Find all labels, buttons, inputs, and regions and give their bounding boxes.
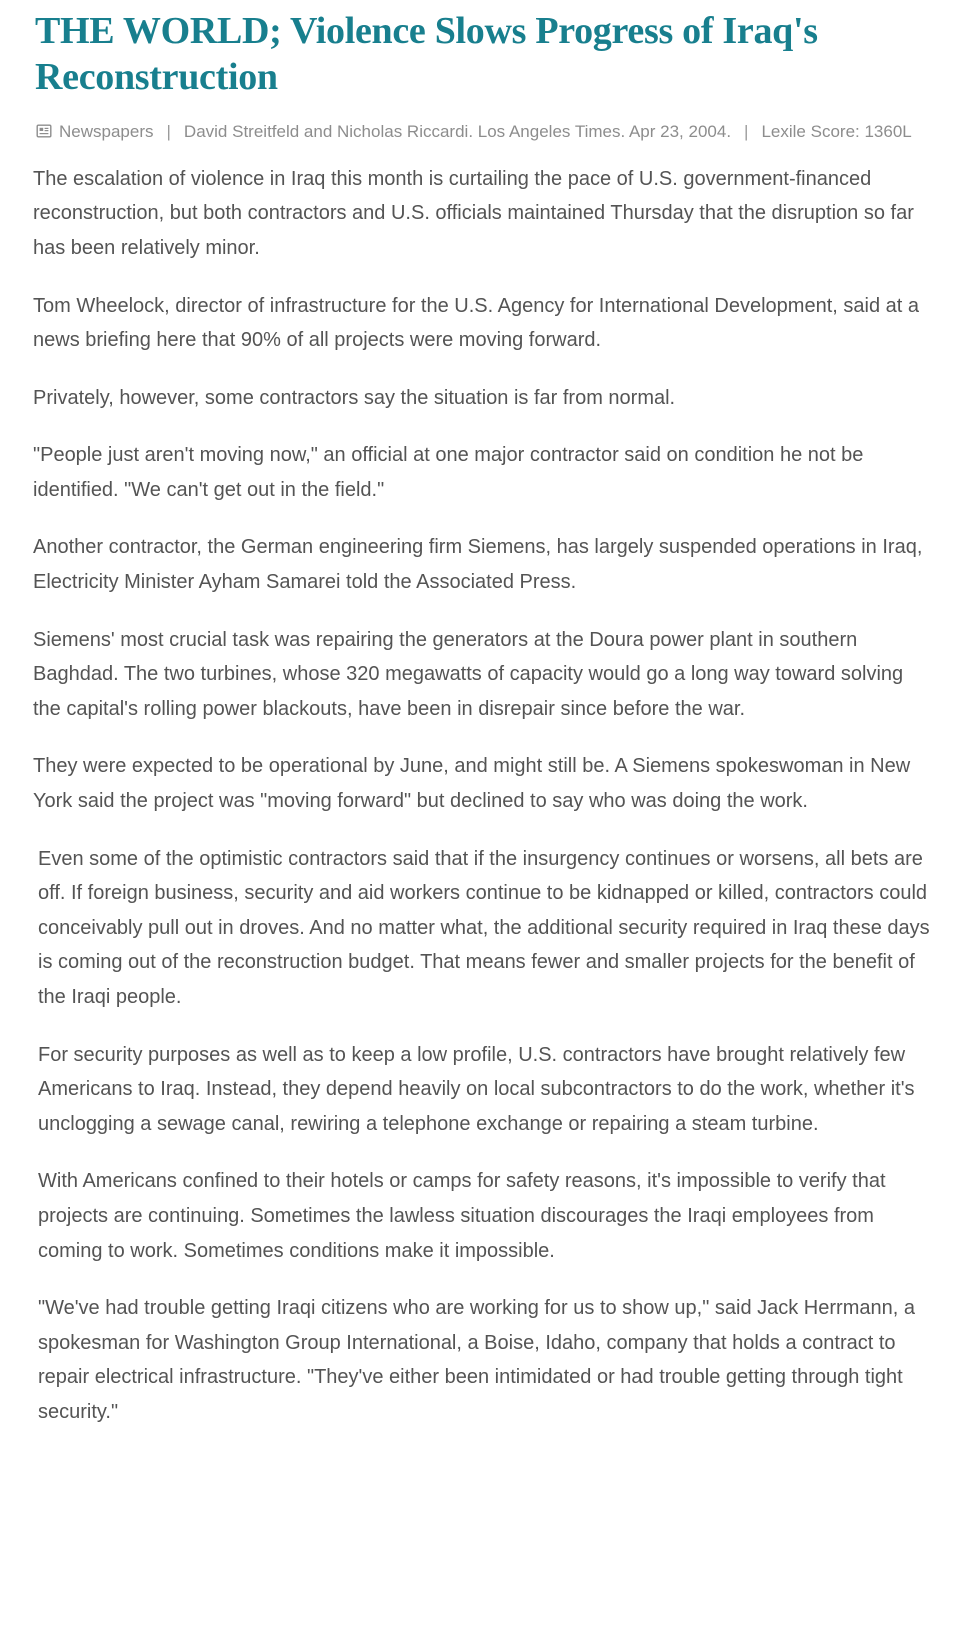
article-meta [36, 117, 916, 149]
meta-byline: David Streitfeld and Nicholas Riccardi. Los Angeles Times. Apr 23, 2004. [183, 121, 732, 141]
article-paragraph: "People just aren't moving now," an official at one major contractor said on condition he not be identified. "We can't get out in the field." [33, 444, 864, 501]
article-title: THE WORLD; Violence Slows Progress of Iraq's Reconstruction [35, 10, 818, 99]
meta-separator: | [744, 121, 749, 141]
meta-lexile-score: Lexile Score: 1360L [761, 121, 912, 141]
article-paragraph: Privately, however, some contractors say the situation is far from normal. [33, 386, 676, 409]
article-paragraph: The escalation of violence in Iraq this month is curtailing the pace of U.S. government-financed reconstruction, but both contractors and U.S. officials maintained Thursday that the disruption so far has been relatively minor. [33, 167, 914, 259]
article-paragraph: With Americans confined to their hotels or camps for safety reasons, it's impossible to verify that projects are continuing. Sometimes the lawless situation discourages the Iraqi employees from coming to work. Sometimes conditions make it impossible. [38, 1170, 886, 1262]
meta-separator: | [166, 121, 171, 141]
article-paragraph: Even some of the optimistic contractors said that if the insurgency continues or worsens, all bets are off. If foreign business, security and aid workers continue to be kidnapped or killed, contractors could conceivably pull out in droves. And no matter what, the additional security required in Iraq these days is coming out of the reconstruction budget. That means fewer and smaller projects for the benefit of the Iraqi people. [38, 847, 930, 1008]
article-paragraph: Siemens' most crucial task was repairing the generators at the Doura power plant in southern Baghdad. The two turbines, whose 320 megawatts of capacity would go a long way toward solving the capital's rolling power blackouts, have been in disrepair since before the war. [33, 628, 904, 720]
article-paragraph: Another contractor, the German engineering firm Siemens, has largely suspended operations in Iraq, Electricity Minister Ayham Samarei told the Associated Press. [33, 536, 923, 594]
article-body [33, 162, 933, 1430]
meta-category-label: Newspapers [59, 121, 154, 141]
article-paragraph: Tom Wheelock, director of infrastructure for the U.S. Agency for International Development, said at a news briefing here that 90% of all projects were moving forward. [33, 294, 919, 352]
article-paragraph: For security purposes as well as to keep a low profile, U.S. contractors have brought relatively few Americans to Iraq. Instead, they depend heavily on local subcontractors to do the work, whether it's unclogging a sewage canal, rewiring a telephone exchange or repairing a steam turbine. [38, 1043, 915, 1135]
newspaper-icon [36, 119, 52, 149]
article-paragraph: They were expected to be operational by June, and might still be. A Siemens spokeswoman in New York said the project was "moving forward" but declined to say who was doing the work. [33, 755, 911, 813]
article-paragraph: "We've had trouble getting Iraqi citizens who are working for us to show up," said Jack Herrmann, a spokesman for Washington Group International, a Boise, Idaho, company that holds a contract to repair electrical infrastructure. "They've either been intimidated or had trouble getting through tight security." [38, 1297, 915, 1423]
